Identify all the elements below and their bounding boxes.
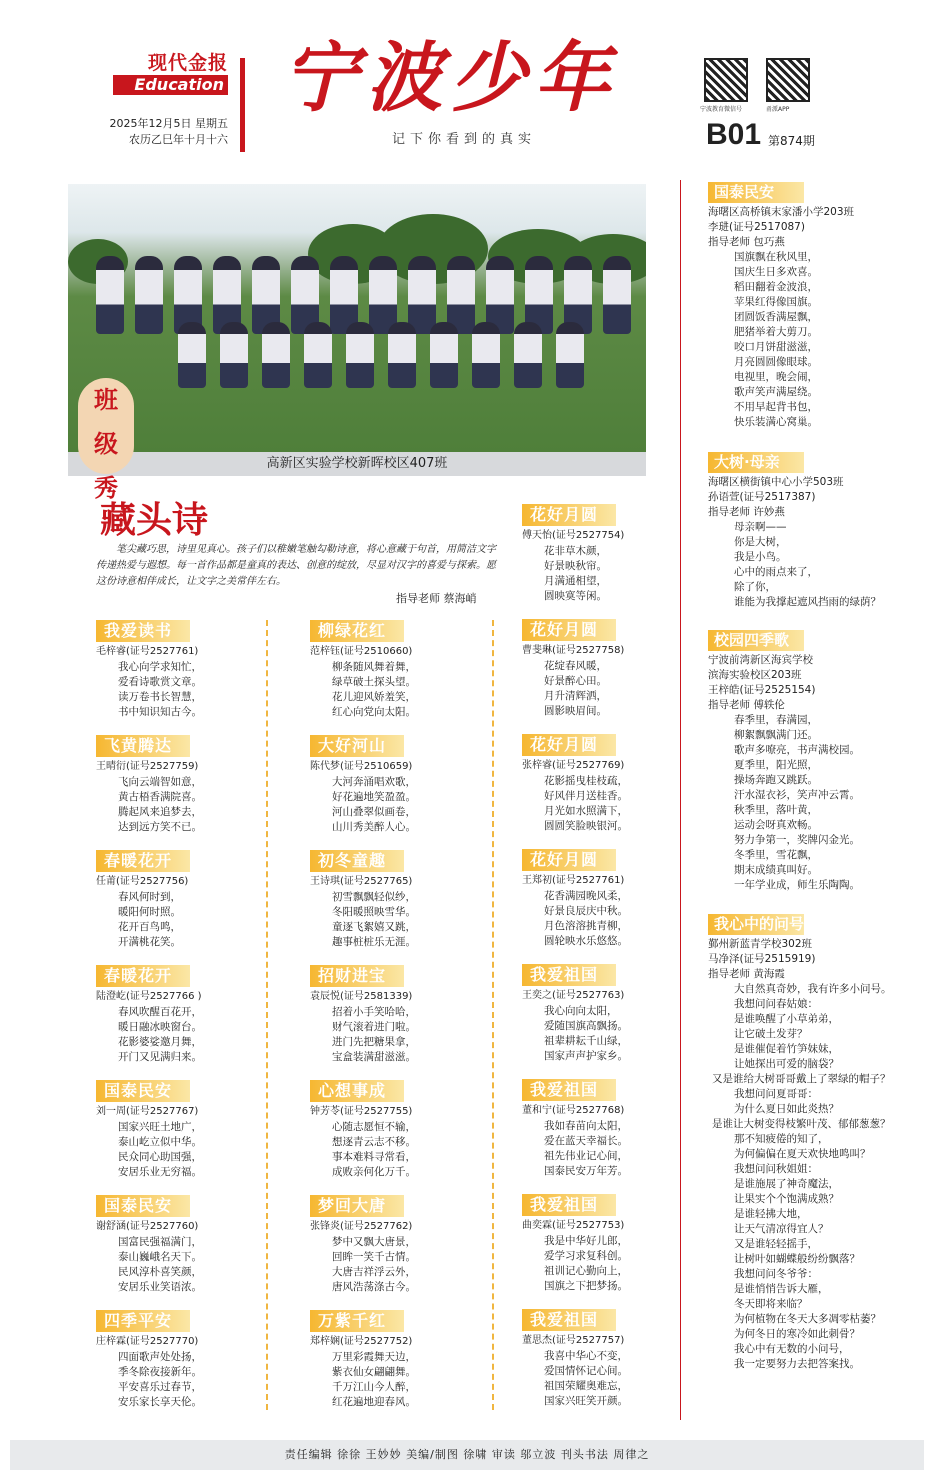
poem-line: 我是中华好儿郎，	[544, 1235, 628, 1247]
poem-line: 民风淳朴喜笑颜，	[118, 1266, 202, 1278]
poem-card	[310, 735, 450, 835]
poem-line: 民众同心助国强，	[118, 1151, 202, 1163]
poem-heading: 我爱祖国	[522, 964, 616, 986]
poem-meta: 指导老师 许妙燕	[708, 506, 785, 518]
poem-meta: 指导老师 黄海霞	[708, 968, 785, 980]
poem-line: 祖先伟业记心间，	[544, 1150, 628, 1162]
poem-card	[310, 965, 450, 1065]
poem-line: 除了你，	[734, 581, 776, 593]
poem-line: 读万卷书长智慧，	[118, 691, 202, 703]
poem-line: 柳条随风舞着舞，	[332, 661, 416, 673]
poem-line: 爱随国旗高飘扬。	[544, 1020, 628, 1032]
class-show-badge	[78, 378, 134, 502]
poem-line: 国家兴旺笑开颜。	[544, 1395, 628, 1407]
poem-line: 成败亲何化万千。	[332, 1166, 416, 1178]
poem-line: 期末成绩真叫好。	[734, 864, 818, 876]
badge-char: 秀	[94, 473, 118, 502]
poem-meta: 滨海实验校区203班	[708, 669, 802, 681]
poem-line: 圆影映眉间。	[544, 705, 607, 717]
poem-meta: 海曙区高桥镇末家潘小学203班	[708, 206, 855, 218]
date: 2025年12月5日 星期五	[109, 117, 228, 130]
class-photo	[68, 184, 646, 452]
poem-line: 花非草木颜，	[544, 545, 607, 557]
poem-card	[522, 734, 662, 834]
student-figure	[178, 322, 206, 388]
poem-author: 董和宁(证号2527768)	[522, 1105, 625, 1116]
poem-line: 国泰民安万年芳。	[544, 1165, 628, 1177]
poem-meta: 指导老师 包巧燕	[708, 236, 785, 248]
student-figure	[135, 256, 163, 334]
poem-line: 心随志愿恒不输，	[332, 1121, 416, 1133]
poem-line: 春季里，春满园，	[734, 714, 818, 726]
poem-line: 爱看诗歌赏文章。	[118, 676, 202, 688]
poem-card	[96, 1080, 236, 1180]
poem-line: 好花遍地笑盈盈。	[332, 791, 416, 803]
poem-line: 苹果红得像国旗。	[734, 296, 818, 308]
poem-author: 任莆(证号2527756)	[96, 876, 189, 887]
student-figure	[262, 322, 290, 388]
poem-author: 钟芳苓(证号2527755)	[310, 1106, 413, 1117]
poem-line: 快乐装满心窝巢。	[734, 416, 818, 428]
footer-credits: 责任编辑 徐徐 王妙妙 美编/制图 徐啸 审读 邬立波 刊头书法 周律之	[10, 1440, 924, 1470]
poem-line: 一年学业成，师生乐陶陶。	[734, 879, 860, 891]
poem-line: 我如春苗向太阳，	[544, 1120, 628, 1132]
poem-line: 是谁施展了神奇魔法，	[734, 1178, 839, 1190]
poem-author: 范梓钰(证号2510660)	[310, 646, 413, 657]
article-teacher: 指导老师 蔡海峭	[396, 592, 477, 605]
poem-line: 秋季里，落叶黄，	[734, 804, 818, 816]
poem-author: 曲奕霖(证号2527753)	[522, 1220, 625, 1231]
poem-heading: 大树·母亲	[708, 452, 804, 473]
poem-heading: 初冬童趣	[310, 850, 404, 872]
column-divider	[266, 620, 268, 1410]
article-title: 藏头诗	[100, 499, 209, 541]
poem-meta: 马净泽(证号2515919)	[708, 953, 816, 965]
poem-line: 招着小手笑哈哈，	[332, 1006, 416, 1018]
poem-section	[708, 182, 913, 430]
poem-section	[708, 452, 913, 610]
poem-line: 好风伴月送桂香。	[544, 790, 628, 802]
poem-line: 花影摇曳桂枝疏，	[544, 775, 628, 787]
poem-line: 花香满园晚风柔，	[544, 890, 628, 902]
poem-line: 月满通相望，	[544, 575, 607, 587]
poem-heading: 四季平安	[96, 1310, 190, 1332]
column-divider	[492, 620, 494, 1410]
poem-line: 千万江山今人醉，	[332, 1381, 416, 1393]
poem-card	[310, 1080, 450, 1180]
poem-heading: 花好月圆	[522, 504, 616, 526]
poem-card	[522, 1194, 662, 1294]
page-number: B01	[706, 118, 762, 151]
poem-author: 陆澄屹(证号2527766 )	[96, 991, 202, 1002]
poem-author: 王郑初(证号2527761)	[522, 875, 625, 886]
poem-line: 冬天即将来临？	[734, 1298, 808, 1310]
badge-char: 班	[94, 385, 118, 414]
poem-line: 是谁轻拂大地，	[734, 1208, 808, 1220]
poem-heading: 花好月圆	[522, 734, 616, 756]
poem-line: 让天气清凉得宜人？	[734, 1223, 829, 1235]
student-figure	[603, 256, 631, 334]
poem-card	[522, 1079, 662, 1179]
poem-line: 花开百鸟鸣，	[118, 921, 181, 933]
poem-heading: 春暖花开	[96, 850, 190, 872]
poem-heading: 花好月圆	[522, 619, 616, 641]
student-figure	[304, 322, 332, 388]
poem-meta: 鄞州新蓝青学校302班	[708, 938, 813, 950]
poem-line: 国旗飘在秋风里，	[734, 251, 818, 263]
poem-line: 季冬除夜接新年。	[118, 1366, 202, 1378]
poem-line: 是谁催促着竹笋妹妹，	[734, 1043, 839, 1055]
poem-line: 暖日融冰映窗台。	[118, 1021, 202, 1033]
poem-author: 曹斐琳(证号2527758)	[522, 645, 625, 656]
right-column-divider	[680, 180, 681, 1420]
poem-line: 好景映秋帘。	[544, 560, 607, 572]
poem-line: 河山叠翠似画卷，	[332, 806, 416, 818]
poem-line: 爱在蓝天幸福长。	[544, 1135, 628, 1147]
poem-author: 张锋炎(证号2527762)	[310, 1221, 413, 1232]
poem-line: 又是谁轻轻摇手，	[734, 1238, 818, 1250]
poem-line: 书中知识知古今。	[118, 706, 202, 718]
poem-heading: 万紫千红	[310, 1310, 404, 1332]
masthead-divider	[240, 58, 245, 152]
poem-meta: 指导老师 傅轶伦	[708, 699, 785, 711]
poem-line: 好景醉心田。	[544, 675, 607, 687]
poem-line: 绿草破土探头望。	[332, 676, 416, 688]
poem-meta: 海曙区横街镇中心小学503班	[708, 476, 844, 488]
qr-caption: 宁波教育微信号	[700, 106, 743, 113]
poem-section	[708, 914, 913, 1372]
poem-line: 大唐吉祥浮云外，	[332, 1266, 416, 1278]
qr-code-icon	[704, 58, 748, 102]
poem-line: 安居乐业无穷福。	[118, 1166, 202, 1178]
poem-heading: 我爱祖国	[522, 1309, 616, 1331]
poem-card	[522, 619, 662, 719]
poem-line: 大自然真奇妙，我有许多小问号。	[734, 983, 892, 995]
poem-card	[96, 735, 236, 835]
poem-line: 努力争第一，奖牌闪金光。	[734, 834, 860, 846]
poem-line: 安居乐业笑语浓。	[118, 1281, 202, 1293]
poem-author: 张梓睿(证号2527769)	[522, 760, 625, 771]
poem-line: 圆圆笑脸映银河。	[544, 820, 628, 832]
qr-caption: 甬派APP	[766, 106, 790, 113]
poem-heading: 我心中的问号	[708, 914, 804, 935]
poem-line: 梦中又飘大唐景，	[332, 1236, 416, 1248]
poem-heading: 我爱读书	[96, 620, 190, 642]
poem-author: 王晴衍(证号2527759)	[96, 761, 199, 772]
student-figure	[388, 322, 416, 388]
poem-line: 月光如水照满下，	[544, 805, 628, 817]
poem-line: 我是小鸟。	[734, 551, 787, 563]
poem-line: 唐风浩荡涤古今。	[332, 1281, 416, 1293]
poem-author: 袁辰悦(证号2581339)	[310, 991, 413, 1002]
qr-code-icon	[766, 58, 810, 102]
poem-line: 让树叶如蝴蝶般纷纷飘落？	[734, 1253, 860, 1265]
poem-line: 让果实个个饱满成熟？	[734, 1193, 839, 1205]
poem-heading: 大好河山	[310, 735, 404, 757]
poem-line: 祖国荣耀奥难忘，	[544, 1380, 628, 1392]
poem-line: 红心向党向太阳。	[332, 706, 416, 718]
poem-line: 国庆生日多欢喜。	[734, 266, 818, 278]
poem-line: 爱学习求复科创。	[544, 1250, 628, 1262]
poem-line: 花绽春风暖，	[544, 660, 607, 672]
poem-card	[310, 1195, 450, 1295]
article-intro: 笔尖藏巧思，诗里见真心。孩子们以稚嫩笔触勾勒诗意，将心意藏于句首，用简洁文字传递热爱与遐想。每一首作品都是童真的表达、创意的绽放，尽显对汉字的喜爱与探索。愿这份诗意相伴成长，让文字之美常伴左右。	[96, 544, 496, 587]
poem-heading: 国泰民安	[96, 1080, 190, 1102]
poem-line: 宝盒装满甜滋滋。	[332, 1051, 416, 1063]
poem-line: 紫衣仙女翩翩舞。	[332, 1366, 416, 1378]
poem-line: 我心向向太阳，	[544, 1005, 618, 1017]
poem-line: 歌声笑声满屋绕。	[734, 386, 818, 398]
poem-author: 王诗琪(证号2527765)	[310, 876, 413, 887]
poem-line: 祖训记心勤向上，	[544, 1265, 628, 1277]
poem-author: 毛梓睿(证号2527761)	[96, 646, 199, 657]
poem-line: 大河奔涌唱欢歌，	[332, 776, 416, 788]
poem-line: 事本难料寻常看，	[332, 1151, 416, 1163]
poem-line: 为什么夏日如此炎热？	[734, 1103, 839, 1115]
brand-edu: Education	[113, 75, 228, 95]
poem-line: 初雪飘飘轻似纱，	[332, 891, 416, 903]
poem-line: 泰山屹立似中华。	[118, 1136, 202, 1148]
poem-line: 想逐青云志不移。	[332, 1136, 416, 1148]
poem-line: 月色溶溶挑青柳，	[544, 920, 628, 932]
poem-line: 柳絮飘飘满门还。	[734, 729, 818, 741]
poem-author: 王奕之(证号2527763)	[522, 990, 625, 1001]
poem-line: 趣事桩桩乐无涯。	[332, 936, 416, 948]
poem-line: 国家兴旺土地广，	[118, 1121, 202, 1133]
poem-author: 庄梓霖(证号2527770)	[96, 1336, 199, 1347]
brand-name: 现代金报	[147, 52, 228, 74]
photo-caption: 高新区实验学校新晖校区407班	[68, 452, 646, 476]
poem-line: 咬口月饼甜滋滋，	[734, 341, 818, 353]
slogan: 记下你看到的真实	[392, 132, 537, 147]
poem-line: 四面歌声处处扬，	[118, 1351, 202, 1363]
poem-line: 春风何时到，	[118, 891, 181, 903]
poem-card	[96, 620, 236, 720]
poem-line: 那不知疲倦的知了，	[734, 1133, 829, 1145]
poem-line: 让它破土发芽？	[734, 1028, 808, 1040]
poem-line: 我想问问夏哥哥：	[734, 1088, 818, 1100]
issue-number: 第874期	[768, 134, 815, 148]
poem-line: 谁能为我撑起遮风挡雨的绿荫？	[734, 596, 881, 608]
poem-heading: 心想事成	[310, 1080, 404, 1102]
poem-line: 团圆饭香满屋飘，	[734, 311, 818, 323]
poem-heading: 国泰民安	[708, 182, 804, 203]
poem-line: 我想问问春姑娘：	[734, 998, 818, 1010]
poem-author: 郑梓娴(证号2527752)	[310, 1336, 413, 1347]
poem-line: 母亲啊——	[734, 521, 787, 533]
poem-line: 月亮圆圆像眼球。	[734, 356, 818, 368]
poem-line: 国富民强福满门，	[118, 1236, 202, 1248]
student-figure	[346, 322, 374, 388]
poem-line: 我想问问冬爷爷：	[734, 1268, 818, 1280]
newspaper-title: 宁波少年	[282, 33, 618, 122]
poem-line: 山川秀美醉人心。	[332, 821, 416, 833]
poem-line: 为何植物在冬天大多凋零枯萎？	[734, 1313, 881, 1325]
student-figure	[408, 256, 436, 334]
poem-line: 开满桃花笑。	[118, 936, 181, 948]
poem-card	[96, 1310, 236, 1410]
poem-line: 稻田翻着金波浪，	[734, 281, 818, 293]
poem-line: 达到远方笑不已。	[118, 821, 202, 833]
poem-line: 泰山巍峨名天下。	[118, 1251, 202, 1263]
poem-heading: 我爱祖国	[522, 1194, 616, 1216]
poem-heading: 春暖花开	[96, 965, 190, 987]
poem-line: 歌声多嘹亮，书声满校园。	[734, 744, 860, 756]
poem-line: 是谁让大树变得枝繁叶茂、郁郁葱葱？	[712, 1118, 891, 1130]
poem-card	[96, 850, 236, 950]
poem-card	[522, 849, 662, 949]
brand-logo	[113, 48, 228, 95]
poem-author: 傅天怡(证号2527754)	[522, 530, 625, 541]
student-figure	[369, 256, 397, 334]
poem-meta: 李琎(证号2517087)	[708, 221, 805, 233]
poem-line: 为何冬日的寒冷如此刺骨？	[734, 1328, 860, 1340]
poem-line: 又是谁给大树哥哥戴上了翠绿的帽子？	[712, 1073, 891, 1085]
poem-card	[522, 964, 662, 1064]
poem-line: 春风吹醒百花开，	[118, 1006, 202, 1018]
poem-line: 我想问问秋姐姐：	[734, 1163, 818, 1175]
poem-line: 爱国情怀记心间。	[544, 1365, 628, 1377]
poem-line: 飞向云端智如意，	[118, 776, 202, 788]
poem-line: 我喜中华心不变，	[544, 1350, 628, 1362]
poem-line: 我心中有无数的小问号，	[734, 1343, 850, 1355]
poem-card	[522, 1309, 662, 1409]
poem-heading: 柳绿花红	[310, 620, 404, 642]
poem-section	[708, 630, 913, 893]
student-figure	[556, 322, 584, 388]
poem-author: 董思杰(证号2527757)	[522, 1335, 625, 1346]
poem-heading: 招财进宝	[310, 965, 404, 987]
student-figure	[472, 322, 500, 388]
poem-line: 国旗之下把梦扬。	[544, 1280, 628, 1292]
poem-line: 操场奔跑又跳跃。	[734, 774, 818, 786]
poem-line: 暖阳何时照。	[118, 906, 181, 918]
poem-line: 圆映寞等闲。	[544, 590, 607, 602]
poem-line: 不用早起背书包，	[734, 401, 818, 413]
poem-line: 我心向学求知忙，	[118, 661, 202, 673]
student-figure	[220, 322, 248, 388]
poem-line: 好景良辰庆中秋。	[544, 905, 628, 917]
poem-heading: 国泰民安	[96, 1195, 190, 1217]
poem-line: 回眸一笑千古情。	[332, 1251, 416, 1263]
poem-line: 国家声声护家乡。	[544, 1050, 628, 1062]
poem-author: 陈代梦(证号2510659)	[310, 761, 413, 772]
poem-line: 为何偏偏在夏天欢快地鸣叫？	[734, 1148, 871, 1160]
poem-line: 花儿迎风娇羞笑，	[332, 691, 416, 703]
badge-char: 级	[94, 429, 118, 458]
poem-card	[522, 504, 662, 604]
poem-line: 心中的雨点来了，	[734, 566, 818, 578]
poem-heading: 我爱祖国	[522, 1079, 616, 1101]
student-figure	[430, 322, 458, 388]
poem-heading: 花好月圆	[522, 849, 616, 871]
poem-line: 黄古梧香满院喜。	[118, 791, 202, 803]
poem-line: 财气滚着进门啦。	[332, 1021, 416, 1033]
poem-heading: 梦回大唐	[310, 1195, 404, 1217]
student-figure	[96, 256, 124, 334]
poem-heading: 飞黄腾达	[96, 735, 190, 757]
poem-line: 是谁悄悄告诉大雁，	[734, 1283, 829, 1295]
poem-line: 让她探出可爱的脑袋？	[734, 1058, 839, 1070]
lunar-date: 农历乙巳年十月十六	[129, 133, 228, 146]
poem-line: 红花遍地迎春风。	[332, 1396, 416, 1408]
poem-line: 安乐家长享天伦。	[118, 1396, 202, 1408]
poem-line: 花影婆娑邀月舞，	[118, 1036, 202, 1048]
poem-line: 进门先把糖果拿，	[332, 1036, 416, 1048]
poem-card	[96, 965, 236, 1065]
poem-line: 圆轮映水乐悠悠。	[544, 935, 628, 947]
poem-line: 腾起风来追梦去，	[118, 806, 202, 818]
poem-meta: 宁波前湾新区海宾学校	[708, 654, 813, 666]
poem-line: 我一定要努力去把答案找。	[734, 1358, 860, 1370]
poem-line: 万里彩霞舞天边，	[332, 1351, 416, 1363]
poem-card	[310, 620, 450, 720]
poem-line: 夏季里，阳光照，	[734, 759, 818, 771]
student-figure	[514, 322, 542, 388]
poem-line: 你是大树，	[734, 536, 787, 548]
poem-line: 肥猪举着大剪刀。	[734, 326, 818, 338]
poem-meta: 孙语萱(证号2517387)	[708, 491, 816, 503]
date-block	[88, 116, 228, 148]
poem-line: 开门又见满归来。	[118, 1051, 202, 1063]
poem-line: 童逐飞絮嬉又跳，	[332, 921, 416, 933]
poem-line: 汗水湿衣衫，笑声冲云霄。	[734, 789, 860, 801]
poem-line: 是谁唤醒了小草弟弟，	[734, 1013, 839, 1025]
poem-line: 平安喜乐过春节，	[118, 1381, 202, 1393]
poem-card	[96, 1195, 236, 1295]
poem-card	[310, 1310, 450, 1410]
poem-heading: 校园四季歌	[708, 630, 804, 651]
poem-author: 谢舒涵(证号2527760)	[96, 1221, 199, 1232]
poem-line: 运动会呀真欢畅。	[734, 819, 818, 831]
poem-author: 刘一周(证号2527767)	[96, 1106, 199, 1117]
poem-line: 冬阳暖照映雪华。	[332, 906, 416, 918]
poem-line: 月升清辉洒，	[544, 690, 607, 702]
poem-line: 电视里，晚会闹，	[734, 371, 818, 383]
poem-card	[310, 850, 450, 950]
poem-meta: 王梓皓(证号2525154)	[708, 684, 816, 696]
poem-line: 祖辈耕耘千山绿，	[544, 1035, 628, 1047]
poem-line: 冬季里，雪花飘，	[734, 849, 818, 861]
